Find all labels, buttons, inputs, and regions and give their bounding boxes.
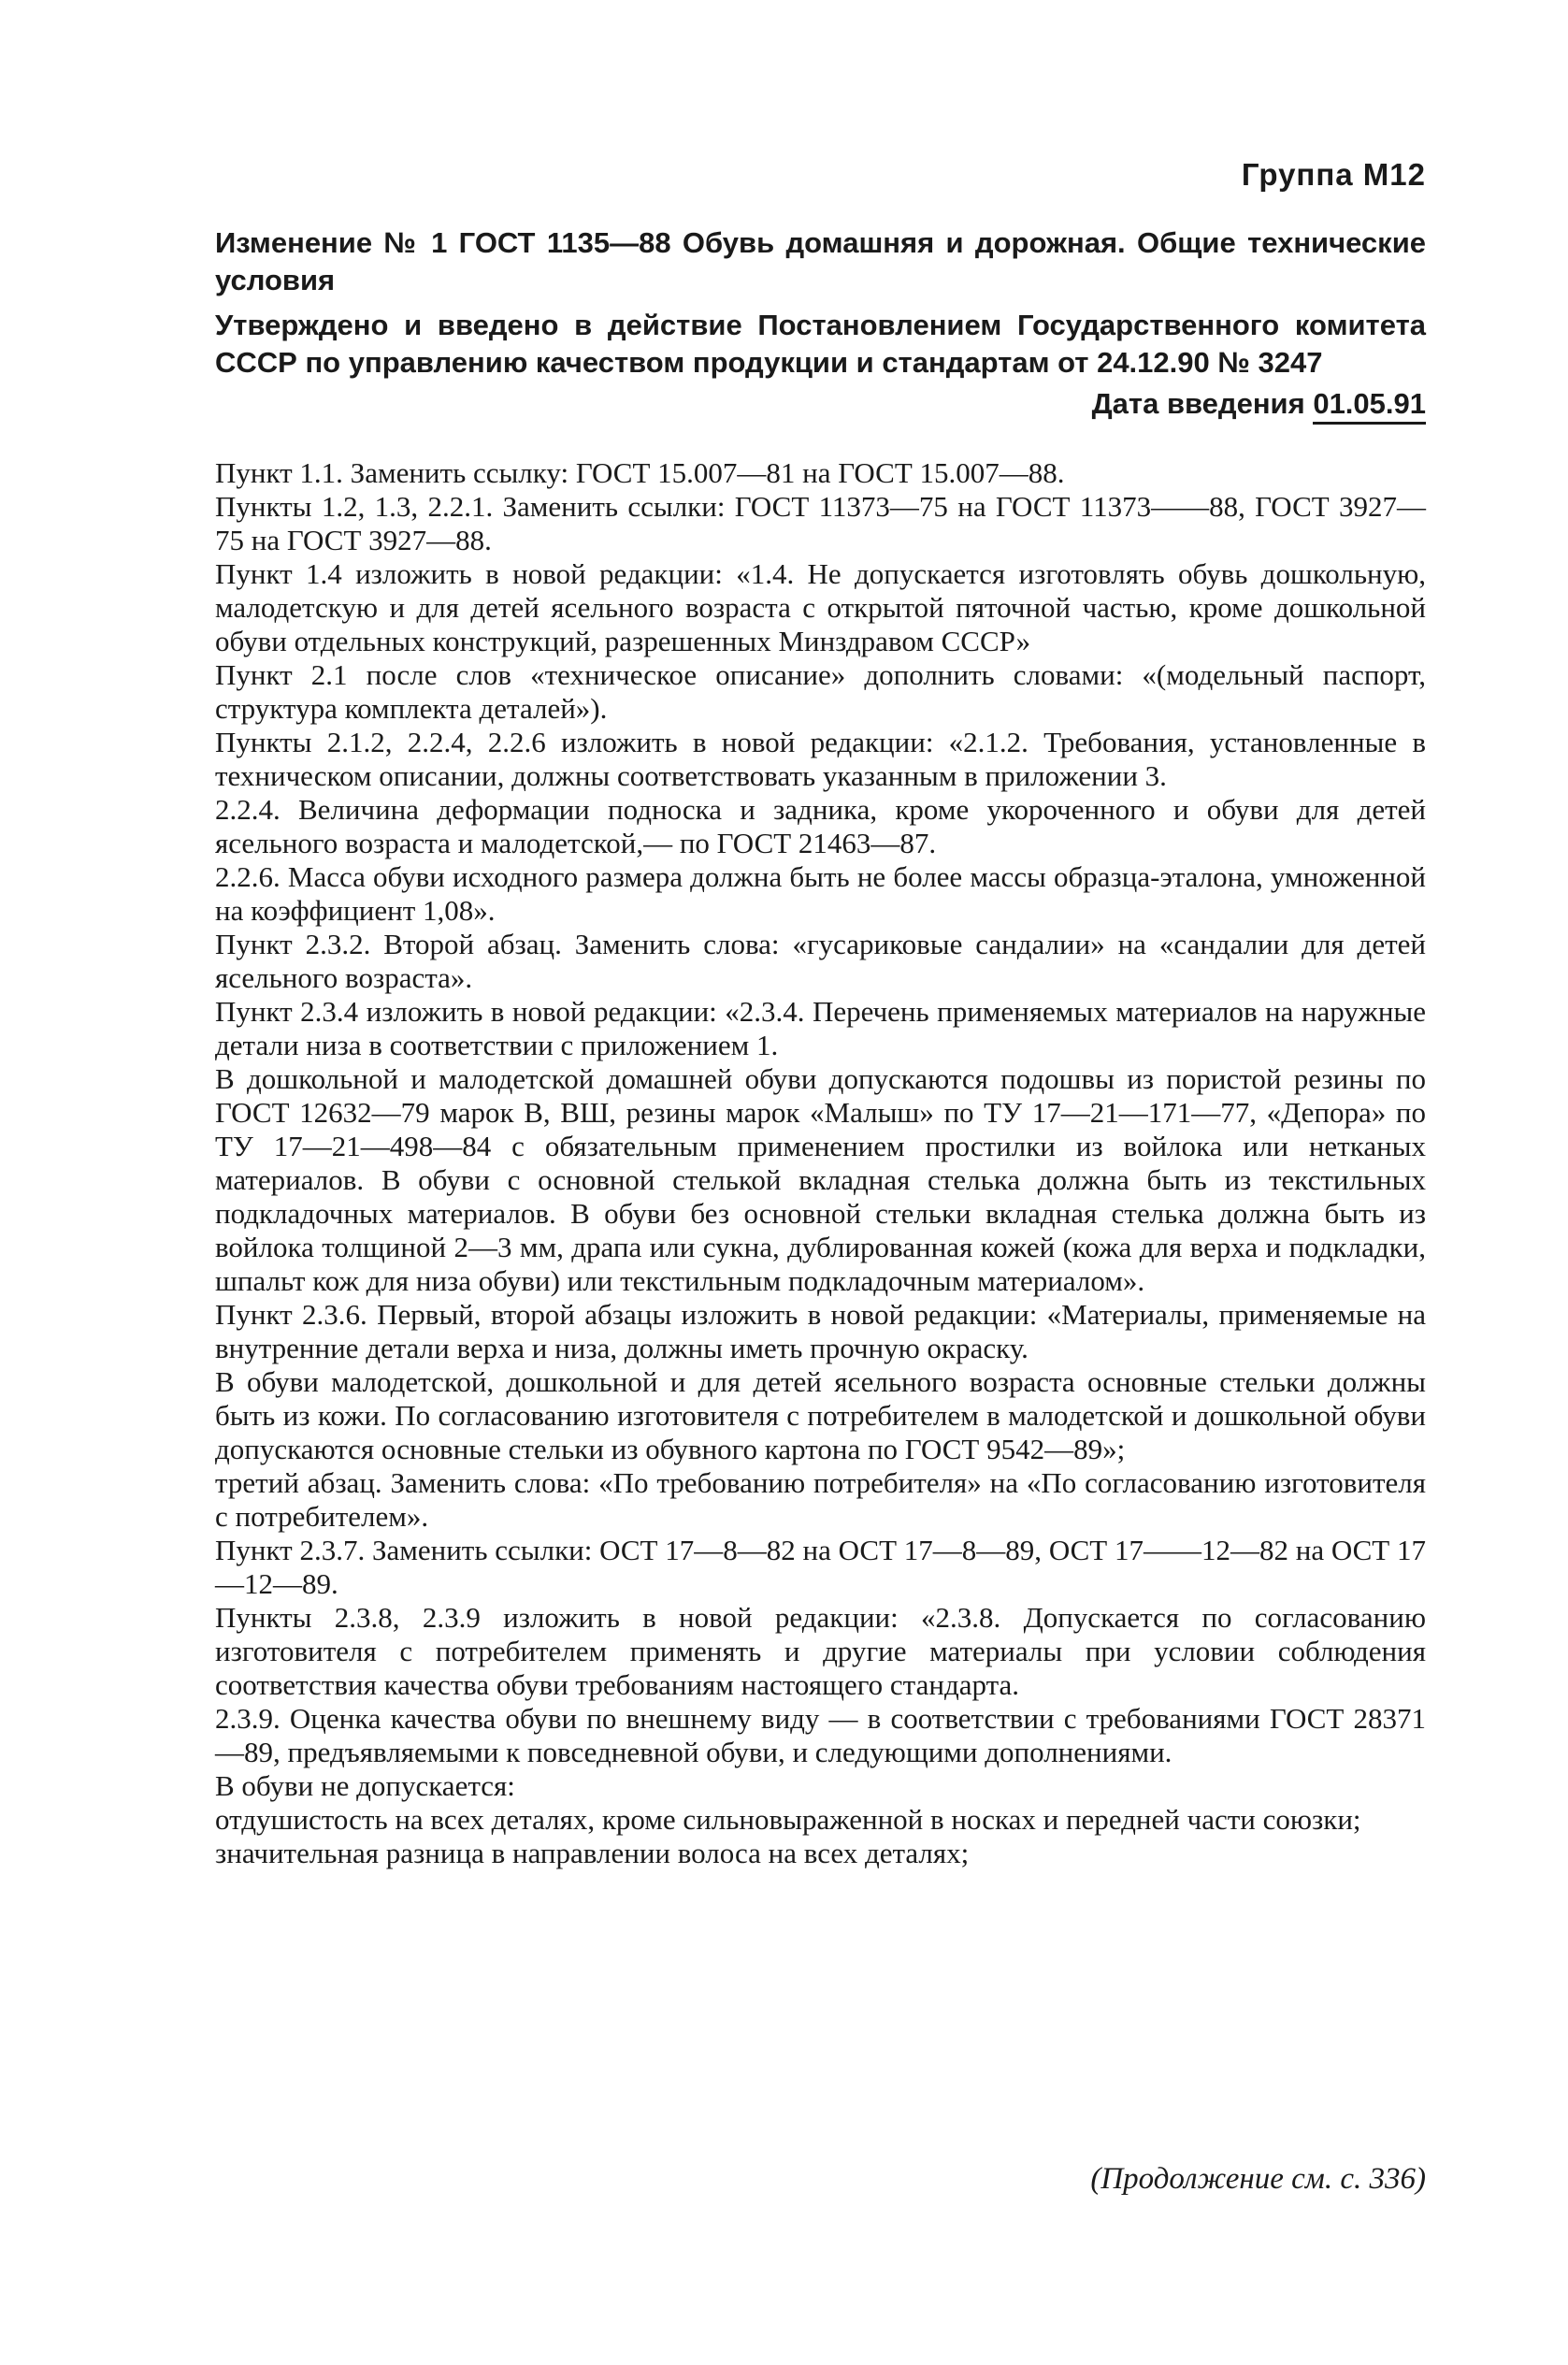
document-body [215, 456, 1426, 1870]
paragraph: В дошкольной и малодетской домашней обуви допускаются подошвы из пористой резины по ГОСТ 12632—79 марок В, ВШ, резины марок «Малыш» по ТУ 17—21—171—77, «Депора» по ТУ 17—21—498—84 с обязательным применением простилки из войлока или нетканых материалов. В обуви с основной стелькой вкладная стелька должна быть из текстильных подкладочных материалов. В обуви без основной стельки вкладная стелька должна быть из войлока толщиной 2—3 мм, драпа или сукна, дублированная кожей (кожа для верха и подкладки, шпальт кож для низа обуви) или текстильным подкладочным материалом». [215, 1062, 1426, 1297]
paragraph: Пункт 2.3.2. Второй абзац. Заменить слова: «гусариковые сандалии» на «сандалии для детей ясельного возраста». [215, 928, 1426, 994]
paragraph: Пункт 2.3.7. Заменить ссылки: ОСТ 17—8—82 на ОСТ 17—8—89, ОСТ 17——12—82 на ОСТ 17—12—89. [215, 1534, 1426, 1600]
paragraph: отдушистость на всех деталях, кроме сильновыраженной в носках и передней части союзки; [215, 1803, 1361, 1836]
paragraph: 2.3.9. Оценка качества обуви по внешнему виду — в соответствии с требованиями ГОСТ 28371—89, предъявляемыми к повседневной обуви, и следующими дополнениями. [215, 1702, 1426, 1768]
paragraph: Пункты 2.1.2, 2.2.4, 2.2.6 изложить в новой редакции: «2.1.2. Требования, установленные в техническом описании, должны соответствовать указанным в приложении 3. [215, 726, 1426, 792]
paragraph: В обуви не допускается: [215, 1769, 515, 1802]
paragraph: Пункт 1.1. Заменить ссылку: ГОСТ 15.007—81 на ГОСТ 15.007—88. [215, 456, 1065, 489]
paragraph: В обуви малодетской, дошкольной и для детей ясельного возраста основные стельки должны быть из кожи. По согласованию изготовителя с потребителем в малодетской и дошкольной обуви допускаются основные стельки из обувного картона по ГОСТ 9542—89»; [215, 1365, 1426, 1465]
paragraph: Пункты 1.2, 1.3, 2.2.1. Заменить ссылки: ГОСТ 11373—75 на ГОСТ 11373——88, ГОСТ 3927—75 на ГОСТ 3927—88. [215, 490, 1426, 556]
date-label: Дата введения [1091, 387, 1305, 420]
paragraph: 2.2.4. Величина деформации подноска и задника, кроме укороченного и обуви для детей ясельного возраста и малодетской,— по ГОСТ 21463—87. [215, 793, 1426, 859]
continuation-note: (Продолжение см. с. 336) [1090, 2162, 1426, 2196]
group-code: Группа М12 [1241, 157, 1426, 192]
approval-statement: Утверждено и введено в действие Постановлением Государственного комитета СССР по управлению качеством продукции и стандартам от 24.12.90 № 3247 [215, 309, 1426, 379]
paragraph: Пункт 2.1 после слов «техническое описание» дополнить словами: «(модельный паспорт, структура комплекта деталей»). [215, 658, 1426, 725]
paragraph: Пункт 1.4 изложить в новой редакции: «1.4. Не допускается изготовлять обувь дошкольную, малодетскую и для детей ясельного возраста с открытой пяточной частью, кроме дошкольной обуви отдельных конструкций, разрешенных Минздравом СССР» [215, 557, 1426, 657]
paragraph: Пункты 2.3.8, 2.3.9 изложить в новой редакции: «2.3.8. Допускается по согласованию изготовителя с потребителем применять и другие материалы при условии соблюдения соответствия качества обуви требованиям настоящего стандарта. [215, 1601, 1426, 1701]
paragraph: Пункт 2.3.6. Первый, второй абзацы изложить в новой редакции: «Материалы, применяемые на внутренние детали верха и низа, должны иметь прочную окраску. [215, 1298, 1426, 1364]
date-value: 01.05.91 [1313, 387, 1426, 425]
effective-date [1092, 385, 1426, 423]
paragraph: Пункт 2.3.4 изложить в новой редакции: «2.3.4. Перечень применяемых материалов на наружные детали низа в соответствии с приложением 1. [215, 995, 1426, 1061]
change-title: Изменение № 1 ГОСТ 1135—88 Обувь домашняя и дорожная. Общие технические условия [215, 226, 1426, 296]
paragraph: третий абзац. Заменить слова: «По требованию потребителя» на «По согласованию изготовителя с потребителем». [215, 1466, 1426, 1533]
paragraph: 2.2.6. Масса обуви исходного размера должна быть не более массы образца-эталона, умноженной на коэффициент 1,08». [215, 860, 1426, 927]
paragraph: значительная разница в направлении волоса на всех деталях; [215, 1837, 970, 1869]
